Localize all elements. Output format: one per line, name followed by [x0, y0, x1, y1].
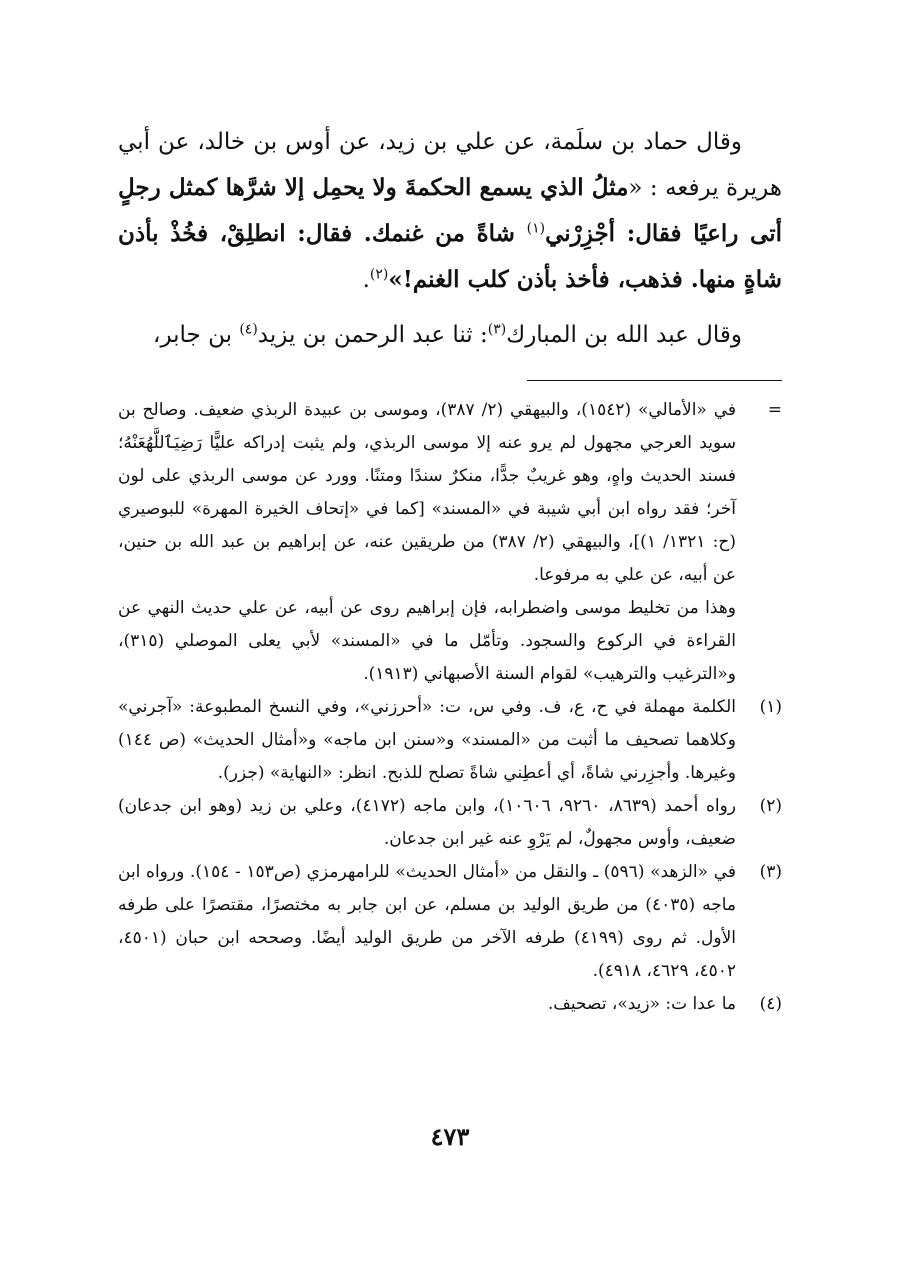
- footnote-continuation: [118, 394, 782, 691]
- footnote-ref-2[interactable]: (٢): [369, 266, 389, 283]
- paragraph-2-part-3: بن جابر،: [153, 322, 240, 348]
- hadith-text-part-2: شاةً من غنمك. فقال: انطلِقْ، فخُذْ بأذن شاةٍ منها. فذهب، فأخذ بأذن كلب الغنم!: [118, 220, 782, 293]
- footnote-ref-4[interactable]: (٤): [239, 321, 258, 338]
- closing-quote: »: [388, 266, 403, 293]
- footnote-4: [118, 988, 782, 1021]
- footnote-text: وهذا من تخليط موسى واضطرابه، فإن إبراهيم روى عن أبيه، عن علي حديث النهي عن القراءة في الركوع والسجود. وتأمّل ما في «المسند» لأبي يعلى الموصلي (٣١٥)، و«الترغيب والترهيب» لقوام السنة الأصبهاني (١٩١٣).: [118, 598, 736, 684]
- footnote-marker: (١): [759, 697, 782, 717]
- paragraph-2-part-2: : ثنا عبد الرحمن بن يزيد: [257, 322, 488, 348]
- paragraph-end: .: [362, 267, 370, 293]
- main-text: [118, 120, 782, 368]
- main-paragraph-1: [118, 120, 782, 303]
- footnote-text: الكلمة مهملة في ح، ع، ف. وفي س، ت: «أحرزني»، وفي النسخ المطبوعة: «آجرني» وكلاهما تصحيف ما أثبت من «المسند» و«سنن ابن ماجه» و«أمثال الحديث» (ص ١٤٤) وغيرها. وأجزِرني شاةً، أي أعطِني شاةً تصلح للذبح. انظر: «النهاية» (جزر).: [118, 697, 736, 783]
- footnote-text: في «الزهد» (٥٩٦) ـ والنقل من «أمثال الحديث» للرامهرمزي (ص١٥٣ - ١٥٤). ورواه ابن ماجه (٤٠٣٥) من طريق الوليد بن مسلم، عن ابن جابر به مختصرًا، مقتصرًا على طرفه الأول. ثم روى (٤١٩٩) طرفه الآخر من طريق الوليد أيضًا. وصححه ابن حبان (٤٥٠١، ٤٥٠٢، ٤٦٢٩، ٤٩١٨).: [118, 862, 736, 981]
- page-number: ٤٧٣: [430, 1122, 470, 1151]
- footnote-1: [118, 691, 782, 790]
- hadith-text-part-1: مثلُ الذي يسمع الحكمةَ ولا يحمِل إلا شرَّها كمثل رجلٍ أتى راعيًا فقال: أجْزِرْني: [118, 174, 783, 247]
- footnote-marker: (٢): [759, 796, 782, 816]
- narration-chain: وقال حماد بن سلَمة، عن علي بن زيد، عن أوس بن خالد، عن أبي هريرة يرفعه : «: [118, 129, 782, 201]
- main-paragraph-2: [118, 313, 782, 358]
- footnote-text: في «الأمالي» (١٥٤٢)، والبيهقي (٢/ ٣٨٧)، وموسى بن عبيدة الربذي ضعيف. وصالح بن سويد العرجي مجهول لم يرو عنه إلا موسى الربذي، ولم يثبت إدراكه عليًّا رَضِيَٱللَّهُعَنْهُ؛ فسند الحديث واهٍ، وهو غريبٌ جدًّا، منكرٌ سندًا ومتنًا. وورد عن موسى الربذي على لون آخر؛ فقد رواه ابن أبي شيبة في «المسند» [كما في «إتحاف الخيرة المهرة» للبوصيري (ح: ١٣٢١/ ١)]، والبيهقي (٢/ ٣٨٧) من طريقين عنه، عن إبراهيم بن عبد الله بن حنين، عن أبيه، عن علي به مرفوعا.: [118, 400, 736, 585]
- footnote-text: رواه أحمد (٨٦٣٩، ٩٢٦٠، ١٠٦٠٦)، وابن ماجه (٤١٧٢)، وعلي بن زيد (وهو ابن جدعان) ضعيف، وأوس مجهولٌ، لم يَرْوِ عنه غير ابن جدعان.: [118, 796, 737, 849]
- footnotes: [118, 394, 782, 1021]
- footnote-ref-3[interactable]: (٣): [487, 321, 507, 338]
- footnote-separator: [527, 380, 782, 381]
- footnote-marker: (٣): [759, 862, 782, 882]
- footnote-ref-1[interactable]: (١): [526, 220, 546, 237]
- footnote-2: [118, 790, 782, 856]
- footnote-3: [118, 856, 782, 988]
- footnote-marker: (٤): [759, 994, 782, 1014]
- footnote-marker: =: [767, 400, 782, 420]
- footnote-text: ما عدا ت: «زيد»، تصحيف.: [547, 994, 736, 1014]
- paragraph-2-part-1: وقال عبد الله بن المبارك: [506, 322, 742, 348]
